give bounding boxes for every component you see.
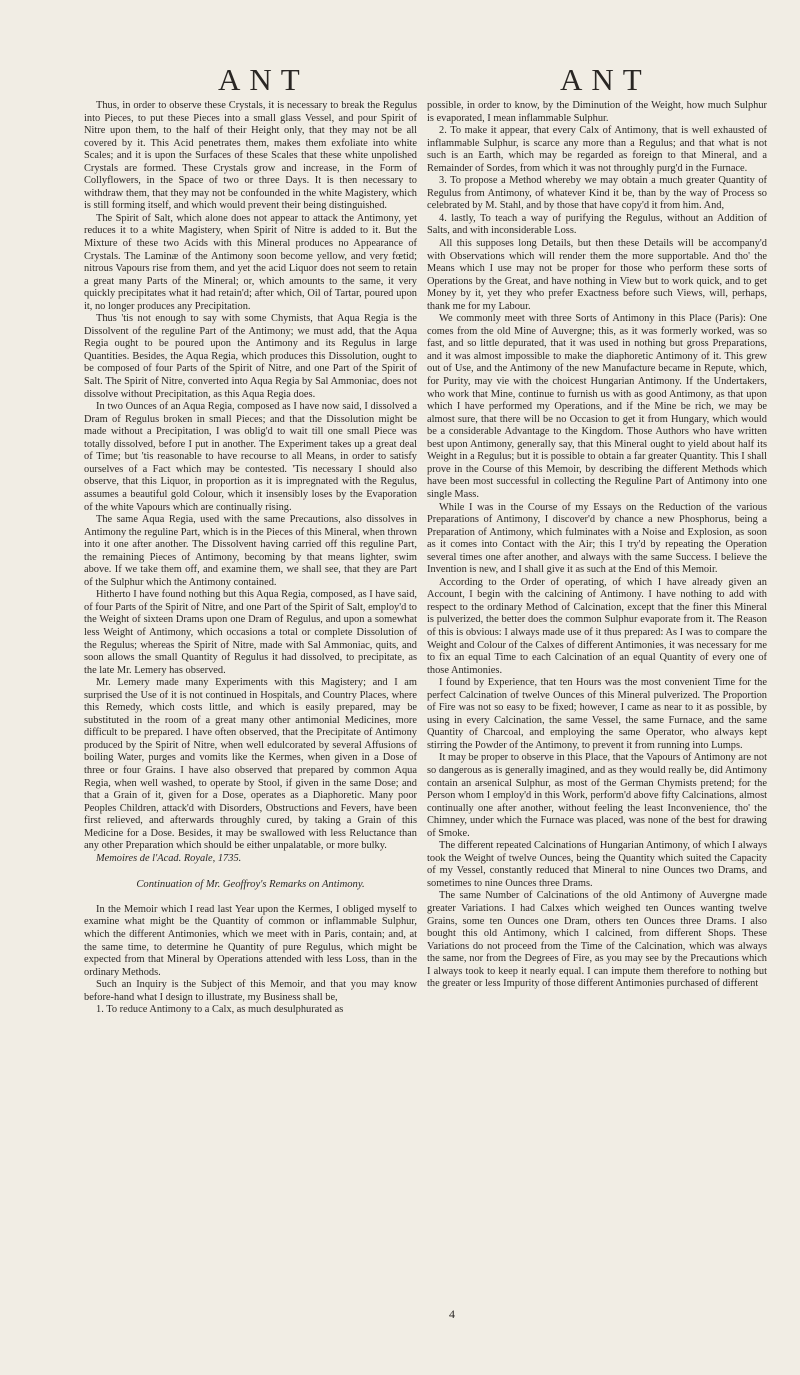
paragraph: Thus 'tis not enough to say with some Chymists, that Aqua Regia is the Dissolvent of the reguline Part of the Antimony; we must add, that the Aqua Regia ought to be poured upon the Antimony and its Regulus in large Quantities. Besides, the Aqua Regia, which produces this Dissolution, ought to be composed of four Parts of the Spirit of Nitre, and one Part of the Spirit of Salt. The Spirit of Nitre, converted into Aqua Regia by Sal Ammoniac, does not dissolve without Precipitation, as this Aqua Regia does. xyxy=(84,313,417,400)
paragraph: According to the Order of operating, of which I have already given an Account, I begin with the calcining of Antimony. I have nothing to add with respect to the ordinary Method of Calcination, except that the finer this Mineral is pulverized, the better does the common Sulphur evaporate from it. The Reason of this is obvious: I always made use of it thus prepared: As I was to compare the Weight and Colour of the Calxes of different Antimonies, it was necessary for me to fix an equal Time to each Calcination of an equal Quantity of every one of those Antimonies. xyxy=(427,576,767,676)
paragraph: Mr. Lemery made many Experiments with this Magistery; and I am surprised the Use of it is not continued in Hospitals, and Country Places, where this Remedy, which costs little, and which is easily prepared, may be substituted in the room of a great many other antimonial Medicines, more difficult to be prepared. I have often observed, that the Precipitate of Antimony produced by the Spirit of Nitre, when well edulcorated by several Affusions of boiling Water, purges and vomits like the Kermes, when given in a Dose of three or four Grains. I have also observed that prepared by common Aqua Regia, when well washed, to operate by Stool, if given in the same Dose; and that a Grain of it, given for a Dose, operates as a Diaphoretic. Many poor Peoples Children, attack'd with Disorders, Obstructions and Fevers, have been first relieved, and afterwards throughly cured, by taking a Grain of this Medicine for a Dose. Besides, it may be swallowed with less Reluctance than any other Preparation which should be either unpalatable, or more bulky. xyxy=(84,677,417,852)
running-head-right: ANT xyxy=(560,62,651,97)
paragraph: In the Memoir which I read last Year upon the Kermes, I obliged myself to examine what might be the Quantity of common or inflammable Sulphur, which the different Antimonies, which we meet with in Paris, contain; and, at the same time, to determine he Quantity of pure Regulus, which might be expected from that Mineral by Operations attended with less Loss, than in the ordinary Methods. xyxy=(84,903,417,978)
running-head-left: ANT xyxy=(218,62,309,97)
paragraph: 3. To propose a Method whereby we may obtain a much greater Quantity of Regulus from Antimony, of whatever Kind it be, than by the way of Process so celebrated by M. Stahl, and by those that have copy'd it from him. And, xyxy=(427,175,767,212)
paragraph: We commonly meet with three Sorts of Antimony in this Place (Paris): One comes from the old Mine of Auvergne; this, as it was formerly worked, was so fast, and so little depurated, that it was used in nothing but gross Preparations, and it was almost impossible to make the diaphoretic Antimony of it. This grew out of Use, and the Antimony of the new Manufacture became in Repute, which, for Purity, may vie with the choicest Hungarian Antimony. If the Undertakers, who work that Mine, continue to furnish us with as good Antimony, as that upon which I have performed my Operations, and if the Mine be rich, we may be almost sure, that there will be no Occasion to get it from Hungary, which would be a considerable Advantage to the Kingdom. Those Authors who have written best upon Antimony, generally say, that this Mineral ought to yield about half its Weight in a Regulus; but it is possible to obtain a far greater Quantity. This I shall prove in the Course of this Memoir, by describing the different Methods which have been most successful in collecting the Reguline Part of Antimony into one single Mass. xyxy=(427,313,767,500)
right-column xyxy=(427,100,767,991)
paragraph: I found by Experience, that ten Hours was the most convenient Time for the perfect Calcination of twelve Ounces of this Mineral pulverized. The Proportion of Fire was not so easy to be fixed; however, I came as near to it as possible, by using in every Calcination, the same Vessel, the same Furnace, and the same Quantity of Charcoal, and employing the same Operator, who always kept stirring the Powder of the Antimony, to prevent it from running into Lumps. xyxy=(427,677,767,751)
paragraph: The same Number of Calcinations of the old Antimony of Auvergne made greater Variations. I had Calxes which weighed ten Ounces wanting twelve Grains, some ten Ounces one Dram, others ten Ounces three Drams. I also bought this old Antimony, which I calcined, from different Shops. These Variations do not proceed from the Time of the Calcination, which was always the same, nor from the Degrees of Fire, as you may see by the Precautions which I always took to keep it nearly equal. I can impute them therefore to nothing but the greater or less Impurity of those different Antimonies purchased of different xyxy=(427,890,767,990)
paragraph: The different repeated Calcinations of Hungarian Antimony, of which I always took the Weight of twelve Ounces, being the Quantity which suited the Capacity of my Vessel, constantly reduced that Mineral to nine Ounces two Drams, and sometimes to nine Ounces three Drams. xyxy=(427,840,767,889)
paragraph: In two Ounces of an Aqua Regia, composed as I have now said, I dissolved a Dram of Regulus broken in small Pieces; and that the Dissolution might be made without a Precipitation, I was oblig'd to wait till one small Piece was totally dissolved, before I put in another. The Experiment takes up a great deal of Time; but 'tis reasonable to have recourse to all Means, in order to satisfy ourselves of a Fact which may be contested. 'Tis necessary I should also observe, that this Liquor, in proportion as it is impregnated with the Regulus, assumes a beautiful gold Colour, which it insensibly loses by the Evaporation of the white Vapours which are continually rising. xyxy=(84,401,417,513)
paragraph: The Spirit of Salt, which alone does not appear to attack the Antimony, yet reduces it to a white Magistery, when Spirit of Nitre is added to it. But the Mixture of these two Acids with this Mineral produces no Appearance of Crystals. The Laminæ of the Antimony soon become yellow, and very fœtid; nitrous Vapours rise from them, and yet the acid Liquor does not seem to retain a great many Parts of the Mineral; or, which amounts to the same, it very quickly precipitates what it had retain'd; after which, Oil of Tartar, poured upon it, no longer produces any Precipitation. xyxy=(84,212,417,312)
paragraph: 1. To reduce Antimony to a Calx, as much desulphurated as xyxy=(96,1004,344,1016)
paragraph: The same Aqua Regia, used with the same Precautions, also dissolves in Antimony the reguline Part, which is in the Pieces of this Mineral, when thrown into it one after another. The Dissolvent having carried off this reguline Part, the remaining Pieces of Antimony, becoming by that means lighter, swim above. If we take them off, and examine them, we shall see, that they are Part of the Sulphur which the Antimony contained. xyxy=(84,514,417,588)
left-column xyxy=(84,100,417,1017)
paragraph: 2. To make it appear, that every Calx of Antimony, that is well exhausted of inflammable Sulphur, is scarce any more than a Regulus; and that what is not such is an Earth, which may be regarded as foreign to that Mineral, and a Remainder of Sordes, from which it was not throughly purg'd in the Furnace. xyxy=(427,125,767,174)
citation: Memoires de l'Acad. Royale, 1735. xyxy=(96,852,242,864)
running-head xyxy=(0,62,800,102)
paragraph: Such an Inquiry is the Subject of this Memoir, and that you may know before-hand what I design to illustrate, my Business shall be, xyxy=(84,979,417,1003)
section-heading: Continuation of Mr. Geoffroy's Remarks on Antimony. xyxy=(136,879,365,891)
paragraph: While I was in the Course of my Essays on the Reduction of the various Preparations of Antimony, I discover'd by chance a new Phosphorus, being a Preparation of Antimony, which fulminates with a Noise and Explosion, as soon as it comes into Contact with the Air; this I try'd by repeating the Operation several times one after another, and always with the same Success. I believe the Invention is new, and I shall give it as such at the End of this Memoir. xyxy=(427,501,767,576)
paragraph: It may be proper to observe in this Place, that the Vapours of Antimony are not so dangerous as is generally imagined, and as they would really be, did Antimony contain an arsenical Sulphur, as most of the German Chymists pretend; for the Person whom I employ'd in this Work, perform'd above fifty Calcinations, almost continually one after another, without feeling the least Inconvenience, tho' the Chimney, under which the Furnace was placed, was none of the best for drawing of Smoke. xyxy=(427,752,767,839)
page-number: 4 xyxy=(449,1307,455,1321)
paragraph: All this supposes long Details, but then these Details will be accompany'd with Observations which will render them the more supportable. And tho' the Means which I use may not be proper for those who perform these sorts of Operations by the Great, and have nothing in View but to work quick, and to get Money by it, yet they who prefer Exactness before such Views, will, perhaps, thank me for my Labour. xyxy=(427,238,767,312)
paragraph: Hitherto I have found nothing but this Aqua Regia, composed, as I have said, of four Parts of the Spirit of Nitre, and one Part of the Spirit of Salt, employ'd to the Weight of sixteen Drams upon one Dram of Regulus, and upon a somewhat less Weight of Antimony, which occasions a total or complete Dissolution of the Regulus; whereas the Spirit of Nitre, made with Sal Ammoniac, quits, and soon allows the small Quantity of Regulus it had dissolved, to precipitate, as the late Mr. Lemery has observed. xyxy=(84,589,417,676)
paragraph: possible, in order to know, by the Diminution of the Weight, how much Sulphur is evaporated, I mean inflammable Sulphur. xyxy=(427,100,767,124)
paragraph: 4. lastly, To teach a way of purifying the Regulus, without an Addition of Salts, and with inconsiderable Loss. xyxy=(427,212,767,237)
paragraph: Thus, in order to observe these Crystals, it is necessary to break the Regulus into Pieces, to put these Pieces into a small glass Vessel, and pour Spirit of Nitre upon them, to the half of their Height only, that they may not be all covered by it. This Acid penetrates them, makes them exfoliate into white Scales; and it is upon the Surfaces of these Scales that these white unpolished Crystals are formed. These Crystals grow and increase, in the Form of Collyflowers, in the Space of two or three Days. It is then necessary to withdraw them, that they may not be confounded in the white Magistery, which is still forming itself, and which would prevent their being distinguished. xyxy=(84,100,417,212)
